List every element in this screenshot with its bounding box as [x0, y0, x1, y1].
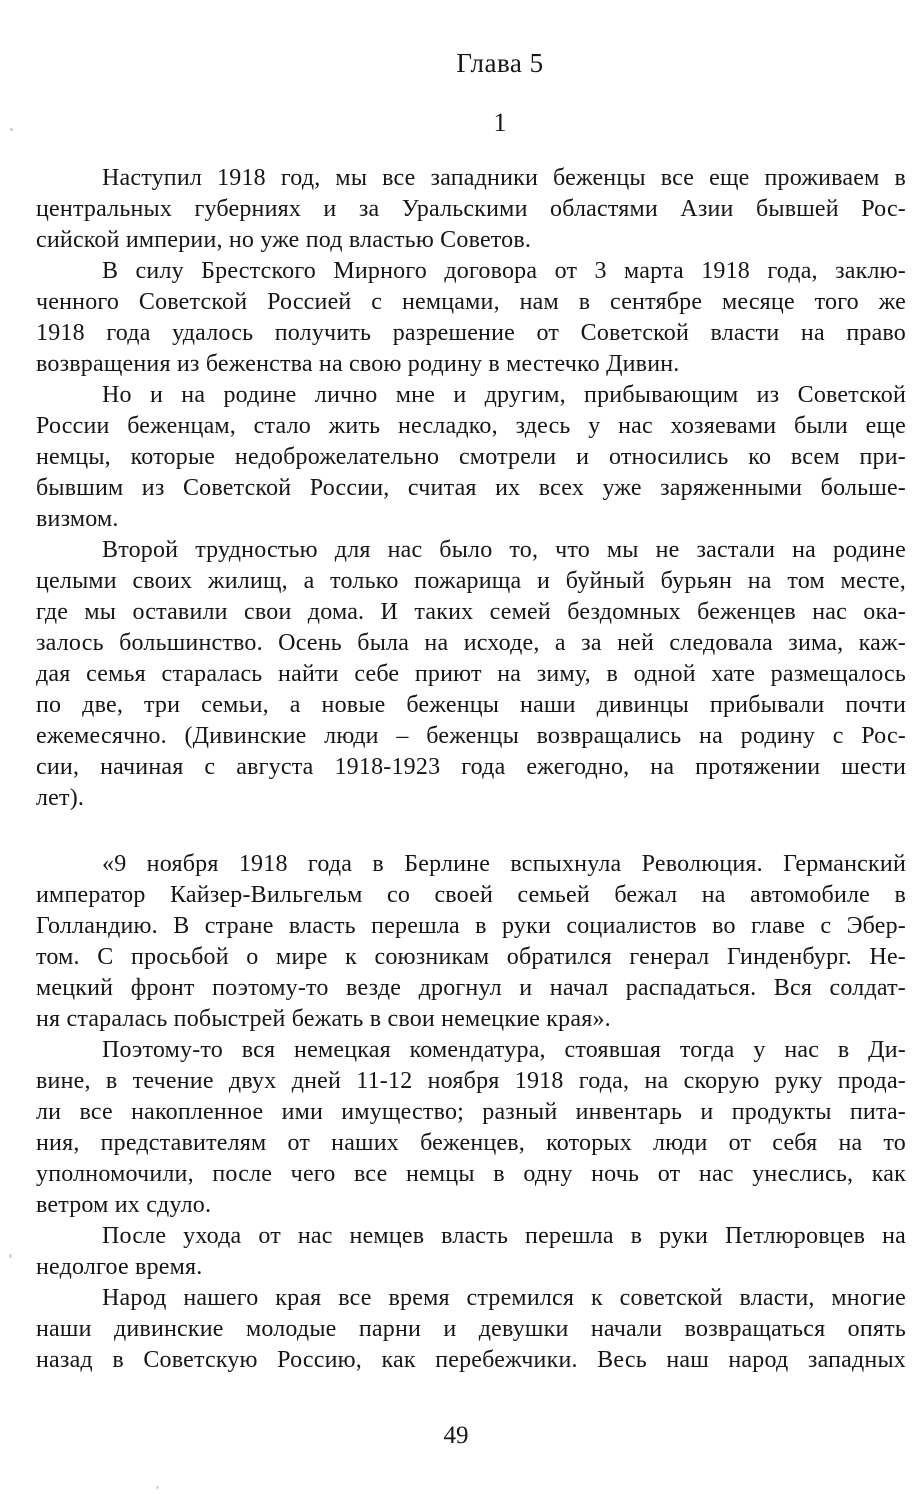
- text-line: немцы, которые недоброжелательно смотрели и относились ко всем при-: [36, 444, 906, 470]
- text-line: ня старалась побыстрей бежать в свои немецкие края».: [36, 1006, 611, 1032]
- text-line: ченного Советской Россией с немцами, нам в сентябре месяце того же: [36, 289, 906, 315]
- chapter-title: Глава 5: [456, 48, 544, 78]
- text-line: где мы оставили свои дома. И таких семей бездомных беженцев нас ока-: [36, 599, 906, 625]
- text-line: После ухода от нас немцев власть перешла в руки Петлюровцев на: [102, 1223, 906, 1249]
- text-line: мецкий фронт поэтому-то везде дрогнул и начал распадаться. Вся солдат-: [36, 975, 906, 1001]
- text-line: ли все накопленное ими имущество; разный инвентарь и продукты пита-: [36, 1099, 906, 1125]
- scan-speck: [10, 128, 13, 131]
- text-line: лет).: [36, 785, 85, 811]
- section-number: 1: [493, 108, 507, 137]
- paragraph: [36, 163, 906, 256]
- text-line: ежемесячно. (Дивинские люди – беженцы возвращались на родину с Рос-: [36, 723, 906, 749]
- text-line: сийской империи, но уже под властью Советов.: [36, 227, 532, 253]
- text-line: ния, представителям от наших беженцев, которых люди от себя на то: [36, 1130, 906, 1156]
- text-line: Наступил 1918 год, мы все западники беженцы все еще проживаем в: [102, 165, 906, 191]
- text-line: вине, в течение двух дней 11-12 ноября 1918 года, на скорую руку прода-: [36, 1068, 906, 1094]
- paragraph: [36, 535, 906, 814]
- text-line: Народ нашего края все время стремился к советской власти, многие: [102, 1285, 906, 1311]
- text-line: наши дивинские молодые парни и девушки начали возвращаться опять: [36, 1316, 906, 1342]
- paragraph: [36, 380, 906, 535]
- text-line: Второй трудностью для нас было то, что мы не застали на родине: [102, 537, 906, 563]
- text-line: 1918 года удалось получить разрешение от Советской власти на право: [36, 320, 906, 346]
- paragraph: [36, 256, 906, 380]
- paragraph: [36, 849, 906, 1035]
- paragraph: [36, 1221, 906, 1283]
- text-line: уполномочили, после чего все немцы в одну ночь от нас унеслись, как: [36, 1161, 906, 1187]
- text-line: «9 ноября 1918 года в Берлине вспыхнула Революция. Германский: [102, 851, 906, 877]
- text-line: том. С просьбой о мире к союзникам обратился генерал Гинденбург. Не-: [36, 944, 906, 970]
- text-line: Но и на родине лично мне и другим, прибывающим из Советской: [102, 382, 906, 408]
- text-line: по две, три семьи, а новые беженцы наши дивинцы прибывали почти: [36, 692, 906, 718]
- text-line: ветром их сдуло.: [36, 1192, 212, 1218]
- scan-speck: [9, 1254, 12, 1258]
- text-line: России беженцам, стало жить несладко, здесь у нас хозяевами были еще: [36, 413, 906, 439]
- text-line: возвращения из беженства на свою родину в местечко Дивин.: [36, 351, 680, 377]
- page-number: 49: [443, 1422, 469, 1449]
- text-line: целыми своих жилищ, а только пожарища и буйный бурьян на том месте,: [36, 568, 906, 594]
- text-line: Голландию. В стране власть перешла в руки социалистов во главе с Эбер-: [36, 913, 906, 939]
- text-line: дая семья старалась найти себе приют на зиму, в одной хате размещалось: [36, 661, 906, 687]
- text-line: центральных губерниях и за Уральскими областями Азии бывшей Рос-: [36, 196, 906, 222]
- text-line: бывшим из Советской России, считая их всех уже заряженными больше-: [36, 475, 906, 501]
- paragraph: [36, 1283, 906, 1376]
- text-line: император Кайзер-Вильгельм со своей семьей бежал на автомобиле в: [36, 882, 906, 908]
- text-line: Поэтому-то вся немецкая комендатура, стоявшая тогда у нас в Ди-: [102, 1037, 906, 1063]
- text-line: В силу Брестского Мирного договора от 3 марта 1918 года, заклю-: [102, 258, 906, 284]
- paragraph: [36, 1035, 906, 1221]
- scan-speck: [156, 1486, 159, 1489]
- text-line: залось большинство. Осень была на исходе, а за ней следовала зима, каж-: [36, 630, 906, 656]
- text-line: назад в Советскую Россию, как перебежчики. Весь наш народ западных: [36, 1347, 906, 1373]
- text-line: недолгое время.: [36, 1254, 203, 1280]
- text-line: сии, начиная с августа 1918-1923 года ежегодно, на протяжении шести: [36, 754, 906, 780]
- text-body: [36, 163, 906, 1376]
- text-line: визмом.: [36, 506, 119, 532]
